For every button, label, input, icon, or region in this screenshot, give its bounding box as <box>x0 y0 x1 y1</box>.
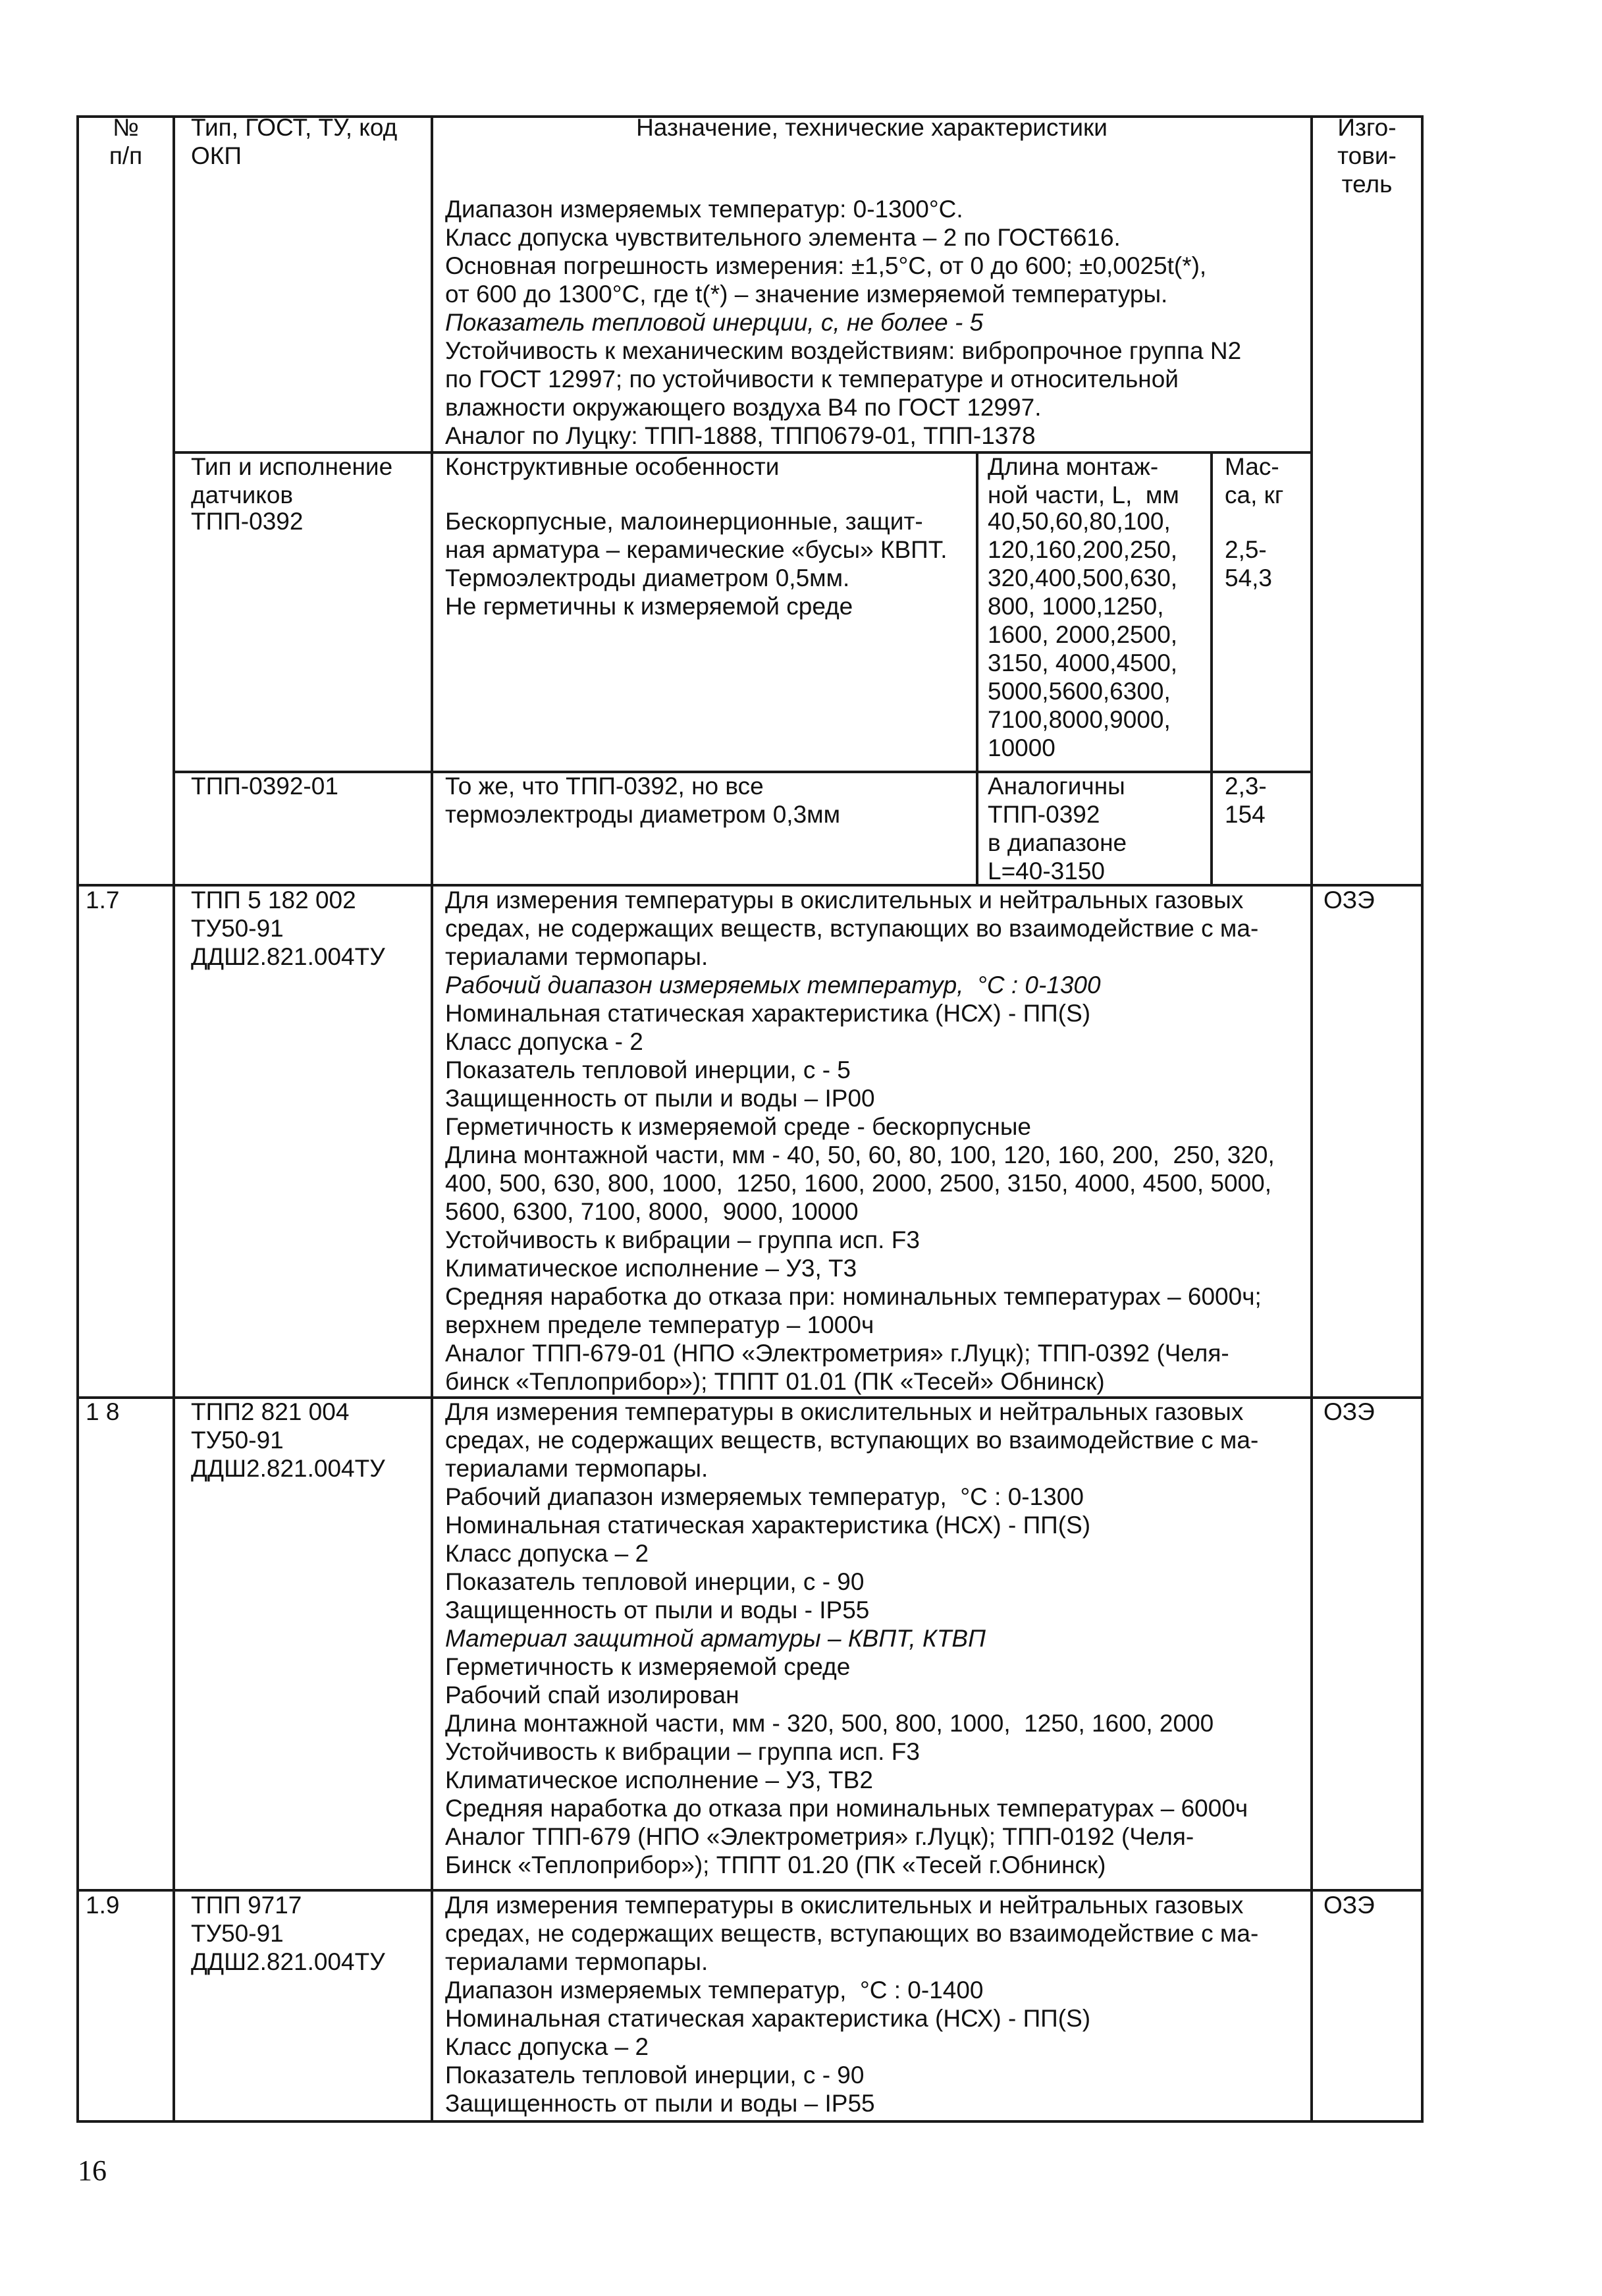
page-number: 16 <box>78 2154 107 2187</box>
variant-mass: 2,3- 154 <box>1225 773 1267 828</box>
grid-line <box>976 451 978 886</box>
header-maker: Изго- тови- тель <box>1337 114 1397 198</box>
grid-line <box>173 115 175 2123</box>
variant-design: То же, что ТПП-0392, но все термоэлектроды диаметром 0,3мм <box>445 773 841 828</box>
variant-mass: 2,5- 54,3 <box>1225 536 1273 591</box>
row-maker: ОЗЭ <box>1323 1398 1375 1425</box>
grid-line <box>76 115 79 2123</box>
row-type: ТПП 5 182 002 ТУ50-91 ДДШ2.821.004ТУ <box>191 887 385 970</box>
grid-line <box>76 2120 1424 2123</box>
row-type: ТПП2 821 004 ТУ50-91 ДДШ2.821.004ТУ <box>191 1398 385 1482</box>
variant-length: Аналогичны ТПП-0392 в диапазоне L=40-3150 <box>988 773 1127 885</box>
subheader-type: Тип и исполнение датчиков <box>191 453 393 508</box>
row-desc-italic: Материал защитной арматуры – КВПТ, КТВП <box>445 1625 986 1652</box>
row-desc: Для измерения температуры в окислительных и нейтральных газовых средах, не содержащих веществ, вступающих во взаимодействие с ма- териалами термопары. <box>445 887 1259 970</box>
intro-text: Диапазон измеряемых температур: 0-1300°С. Класс допуска чувствительного элемента – 2 по ГОСТ6616. Основная погрешность измерения: ±1,5°С, от 0 до 600; ±0,0025t(*), от 600 до 1300°С, где t(*) – значение измеряемой температуры. <box>445 196 1207 308</box>
variant-type: ТПП-0392 <box>191 508 304 535</box>
grid-line <box>1210 451 1213 886</box>
header-type: Тип, ГОСТ, ТУ, код ОКП <box>191 114 398 169</box>
variant-design: Бескорпусные, малоинерционные, защит- ная арматура – керамические «бусы» КВПТ. Термоэлектроды диаметром 0,5мм. Не герметичны к измеряемой среде <box>445 508 948 620</box>
row-maker: ОЗЭ <box>1323 1892 1375 1919</box>
row-num: 1 8 <box>86 1398 120 1425</box>
header-purpose: Назначение, технические характеристики <box>636 114 1108 141</box>
intro-italic: Показатель тепловой инерции, с, не более - 5 <box>445 309 984 336</box>
row-maker: ОЗЭ <box>1323 887 1375 914</box>
row-type: ТПП 9717 ТУ50-91 ДДШ2.821.004ТУ <box>191 1892 385 1975</box>
subheader-mass: Мас- са, кг <box>1225 453 1284 508</box>
variant-length: 40,50,60,80,100, 120,160,200,250, 320,400,500,630, 800, 1000,1250, 1600, 2000,2500, 3150, 4000,4500, 5000,5600,6300, 7100,8000,9000, 10000 <box>988 508 1178 761</box>
row-desc: Для измерения температуры в окислительных и нейтральных газовых средах, не содержащих веществ, вступающих во взаимодействие с ма- териалами термопары. Диапазон измеряемых температур, °С : 0-1400 Номинальная статическая характеристика (НСХ) - ПП(S) Класс допуска – 2 Показатель тепловой инерции, с - 90 Защищенность от пыли и воды – IP55 <box>445 1892 1259 2117</box>
row-desc-italic: Рабочий диапазон измеряемых температур, °С : 0-1300 <box>445 971 1101 998</box>
intro-text-2: Устойчивость к механическим воздействиям: вибропрочное группа N2 по ГОСТ 12997; по устойчивости к температуре и относительной влажности окружающего воздуха В4 по ГОСТ 12997. Аналог по Луцку: ТПП-1888, ТПП0679-01, ТПП-1378 <box>445 337 1242 449</box>
subheader-length: Длина монтаж- ной части, L, мм <box>988 453 1179 508</box>
grid-line <box>1421 115 1424 2123</box>
grid-line <box>431 115 433 2123</box>
row-desc: Для измерения температуры в окислительных и нейтральных газовых средах, не содержащих веществ, вступающих во взаимодействие с ма- териалами термопары. Рабочий диапазон измеряемых температур, °С : 0-1300 Номинальная статическая характеристика (НСХ) - ПП(S) Класс допуска – 2 Показатель тепловой инерции, с - 90 Защищенность от пыли и воды - IP55 <box>445 1398 1259 1624</box>
row-desc-2: Герметичность к измеряемой среде Рабочий спай изолирован Длина монтажной части, мм - 320, 500, 800, 1000, 1250, 1600, 2000 Устойчивость к вибрации – группа исп. F3 Климатическое исполнение – У3, ТВ2 Средняя наработка до отказа при номинальных температурах – 6000ч Аналог ТПП-679 (НПО «Электрометрия» г.Луцк); ТПП-0192 (Челя- Бинск «Теплоприбор»); ТППТ 01.20 (ПК «Тесей г.Обнинск) <box>445 1653 1248 1878</box>
subheader-design: Конструктивные особенности <box>445 453 780 480</box>
grid-line <box>1310 115 1313 2123</box>
row-num: 1.9 <box>86 1892 120 1919</box>
row-desc-2: Номинальная статическая характеристика (НСХ) - ПП(S) Класс допуска - 2 Показатель тепловой инерции, с - 5 Защищенность от пыли и воды – IP00 Герметичность к измеряемой среде - бескорпусные Длина монтажной части, мм - 40, 50, 60, 80, 100, 120, 160, 200, 250, 320, 400, 500, 630, 800, 1000, 1250, 1600, 2000, 2500, 3150, 4000, 4500, 5000, 5600, 6300, 7100, 8000, 9000, 10000 Устойчивость к вибрации – группа исп. F3 Климатическое исполнение – У3, Т3 Средняя наработка до отказа при: номинальных температурах – 6000ч; верхнем пределе температур – 1000ч Аналог ТПП-679-01 (НПО «Электрометрия» г.Луцк); ТПП-0392 (Челя- бинск «Теплоприбор»); ТППТ 01.01 (ПК «Тесей» Обнинск) <box>445 1000 1275 1395</box>
row-num: 1.7 <box>86 887 120 914</box>
header-num: № п/п <box>109 114 143 169</box>
variant-type: ТПП-0392-01 <box>191 773 338 800</box>
